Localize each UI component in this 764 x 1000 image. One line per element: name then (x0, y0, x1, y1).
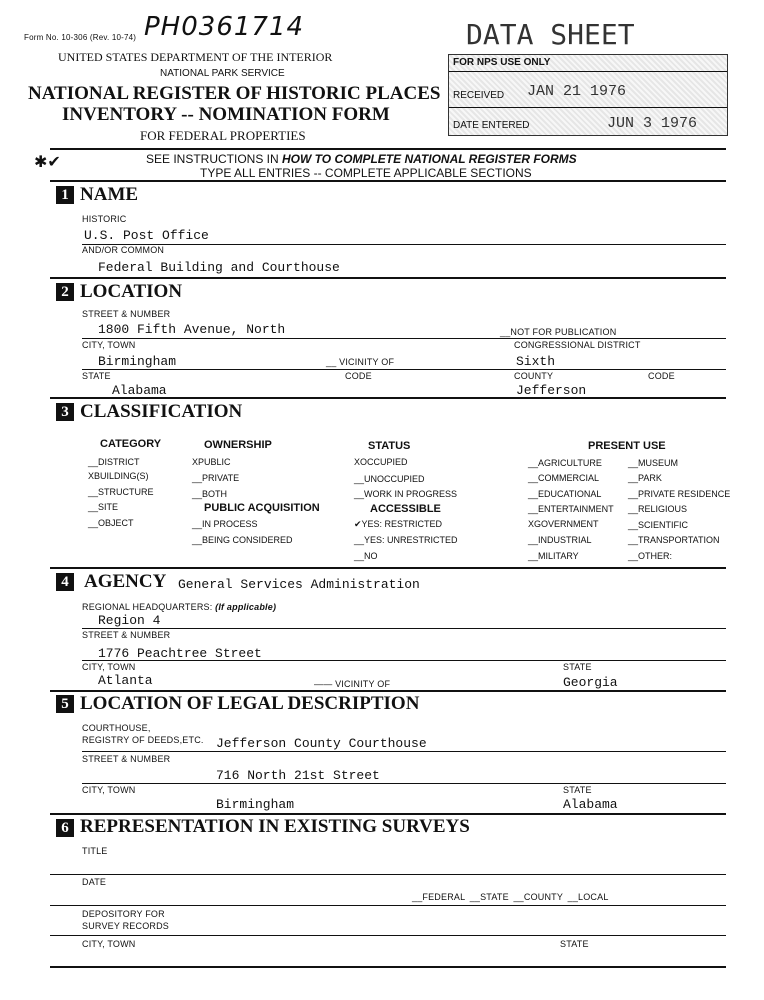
accessible-no[interactable]: __NO (354, 551, 378, 561)
use-private-residence[interactable]: __PRIVATE RESIDENCE (628, 489, 731, 499)
section2-number: 2 (56, 283, 74, 301)
use-industrial[interactable]: __INDUSTRIAL (528, 535, 592, 545)
category-object[interactable]: __OBJECT (88, 518, 134, 528)
agency-city-label: CITY, TOWN (82, 662, 136, 672)
form-title-line1: NATIONAL REGISTER OF HISTORIC PLACES (28, 83, 441, 104)
for-federal-properties: FOR FEDERAL PROPERTIES (140, 128, 306, 143)
use-museum[interactable]: __MUSEUM (628, 458, 679, 468)
section5-title: LOCATION OF LEGAL DESCRIPTION (80, 693, 420, 714)
legal-street-value: 716 North 21st Street (216, 768, 380, 783)
status-occupied[interactable]: XOCCUPIED (354, 457, 408, 467)
survey-title-label: TITLE (82, 846, 108, 856)
legal-street-label: STREET & NUMBER (82, 754, 171, 764)
section3-title: CLASSIFICATION (80, 401, 243, 422)
margin-check-mark: ✱✔ (34, 152, 61, 171)
state-code-label: CODE (345, 371, 372, 381)
survey-levels: __FEDERAL __STATE __COUNTY __LOCAL (412, 892, 609, 902)
survey-state-label: STATE (560, 939, 589, 949)
nps-box-title: FOR NPS USE ONLY (453, 57, 551, 68)
form-title-line2: INVENTORY -- NOMINATION FORM (62, 104, 390, 125)
survey-city-label: CITY, TOWN (82, 939, 136, 949)
section6-title: REPRESENTATION IN EXISTING SURVEYS (80, 816, 470, 837)
handwritten-id: PH0361714 (144, 12, 305, 42)
accessible-heading: ACCESSIBLE (370, 503, 441, 515)
courthouse-value: Jefferson County Courthouse (216, 736, 427, 751)
section6-number: 6 (56, 819, 74, 837)
agency-city-value: Atlanta (98, 673, 153, 688)
use-entertainment[interactable]: __ENTERTAINMENT (528, 504, 614, 514)
category-site[interactable]: __SITE (88, 502, 119, 512)
agency-state-value: Georgia (563, 675, 618, 690)
ownership-public[interactable]: XPUBLIC (192, 457, 231, 467)
depository-label-line2: SURVEY RECORDS (82, 921, 169, 931)
form-number: Form No. 10-306 (Rev. 10-74) (24, 33, 137, 42)
agency-vicinity-label: —— VICINITY OF (314, 679, 391, 689)
acquisition-being-considered[interactable]: __BEING CONSIDERED (192, 535, 293, 545)
instructions-line1: SEE INSTRUCTIONS IN HOW TO COMPLETE NATIONAL REGISTER FORMS (146, 152, 577, 166)
accessible-yes-restricted[interactable]: ✔YES: RESTRICTED (354, 519, 443, 529)
accessible-yes-unrestricted[interactable]: __YES: UNRESTRICTED (354, 535, 458, 545)
use-commercial[interactable]: __COMMERCIAL (528, 473, 600, 483)
status-work-in-progress[interactable]: __WORK IN PROGRESS (354, 489, 458, 499)
received-date-stamp: JAN 21 1976 (527, 83, 627, 100)
use-transportation[interactable]: __TRANSPORTATION (628, 535, 720, 545)
category-heading: CATEGORY (100, 438, 162, 450)
legal-state-label: STATE (563, 785, 592, 795)
section1-number: 1 (56, 186, 74, 204)
use-military[interactable]: __MILITARY (528, 551, 579, 561)
status-heading: STATUS (368, 440, 411, 452)
use-other[interactable]: __OTHER: (628, 551, 673, 561)
section1-title: NAME (80, 184, 139, 205)
status-unoccupied[interactable]: __UNOCCUPIED (354, 474, 425, 484)
date-entered-label: DATE ENTERED (453, 120, 530, 131)
use-park[interactable]: __PARK (628, 473, 662, 483)
section5-number: 5 (56, 695, 74, 713)
use-scientific[interactable]: __SCIENTIFIC (628, 520, 689, 530)
present-use-heading: PRESENT USE (588, 440, 666, 452)
common-name-label: AND/OR COMMON (82, 245, 165, 255)
public-acquisition-heading: PUBLIC ACQUISITION (204, 502, 320, 514)
street-value: 1800 Fifth Avenue, North (98, 322, 286, 337)
vicinity-of-label: __ VICINITY OF (326, 357, 395, 367)
state-value: Alabama (112, 383, 167, 398)
use-religious[interactable]: __RELIGIOUS (628, 504, 688, 514)
agency-value: General Services Administration (178, 577, 420, 592)
county-code-label: CODE (648, 371, 675, 381)
nps-use-box (448, 54, 728, 136)
section4-number: 4 (56, 573, 74, 591)
historic-label: HISTORIC (82, 214, 127, 224)
agency-street-label: STREET & NUMBER (82, 630, 171, 640)
depository-label-line1: DEPOSITORY FOR (82, 909, 165, 919)
ownership-both[interactable]: __BOTH (192, 489, 228, 499)
historic-name-value: U.S. Post Office (84, 228, 209, 243)
use-agriculture[interactable]: __AGRICULTURE (528, 458, 602, 468)
legal-city-value: Birmingham (216, 797, 295, 812)
congressional-district-value: Sixth (516, 354, 556, 369)
county-label: COUNTY (514, 371, 554, 381)
ownership-private[interactable]: __PRIVATE (192, 473, 240, 483)
congressional-district-label: CONGRESSIONAL DISTRICT (514, 340, 641, 350)
not-for-publication: __NOT FOR PUBLICATION (500, 327, 617, 337)
city-town-label: CITY, TOWN (82, 340, 136, 350)
city-value: Birmingham (98, 354, 177, 369)
received-label: RECEIVED (453, 90, 505, 101)
category-district[interactable]: __DISTRICT (88, 457, 140, 467)
instructions-line2: TYPE ALL ENTRIES -- COMPLETE APPLICABLE SECTIONS (200, 166, 532, 180)
acquisition-in-process[interactable]: __IN PROCESS (192, 519, 258, 529)
survey-date-label: DATE (82, 877, 107, 887)
section2-title: LOCATION (80, 281, 183, 302)
section4-title: AGENCY (84, 571, 167, 592)
data-sheet-stamp: DATA SHEET (466, 18, 635, 51)
common-name-value: Federal Building and Courthouse (98, 260, 340, 275)
legal-state-value: Alabama (563, 797, 618, 812)
date-entered-stamp: JUN 3 1976 (607, 115, 698, 132)
service-heading: NATIONAL PARK SERVICE (160, 68, 285, 79)
agency-street-value: 1776 Peachtree Street (98, 646, 262, 661)
use-government[interactable]: XGOVERNMENT (528, 519, 599, 529)
regional-hq-label: REGIONAL HEADQUARTERS: (If applicable) (82, 602, 277, 612)
ownership-heading: OWNERSHIP (204, 439, 272, 451)
legal-city-label: CITY, TOWN (82, 785, 136, 795)
category-structure[interactable]: __STRUCTURE (88, 487, 154, 497)
state-label: STATE (82, 371, 111, 381)
street-number-label: STREET & NUMBER (82, 309, 171, 319)
agency-state-label: STATE (563, 662, 592, 672)
county-value: Jefferson (516, 383, 587, 398)
section3-number: 3 (56, 403, 74, 421)
courthouse-label: COURTHOUSE, (82, 723, 151, 733)
category-buildings[interactable]: XBUILDING(S) (88, 471, 149, 481)
use-educational[interactable]: __EDUCATIONAL (528, 489, 602, 499)
regional-hq-value: Region 4 (98, 613, 161, 628)
department-heading: UNITED STATES DEPARTMENT OF THE INTERIOR (58, 50, 333, 64)
registry-label: REGISTRY OF DEEDS,ETC. (82, 735, 204, 745)
